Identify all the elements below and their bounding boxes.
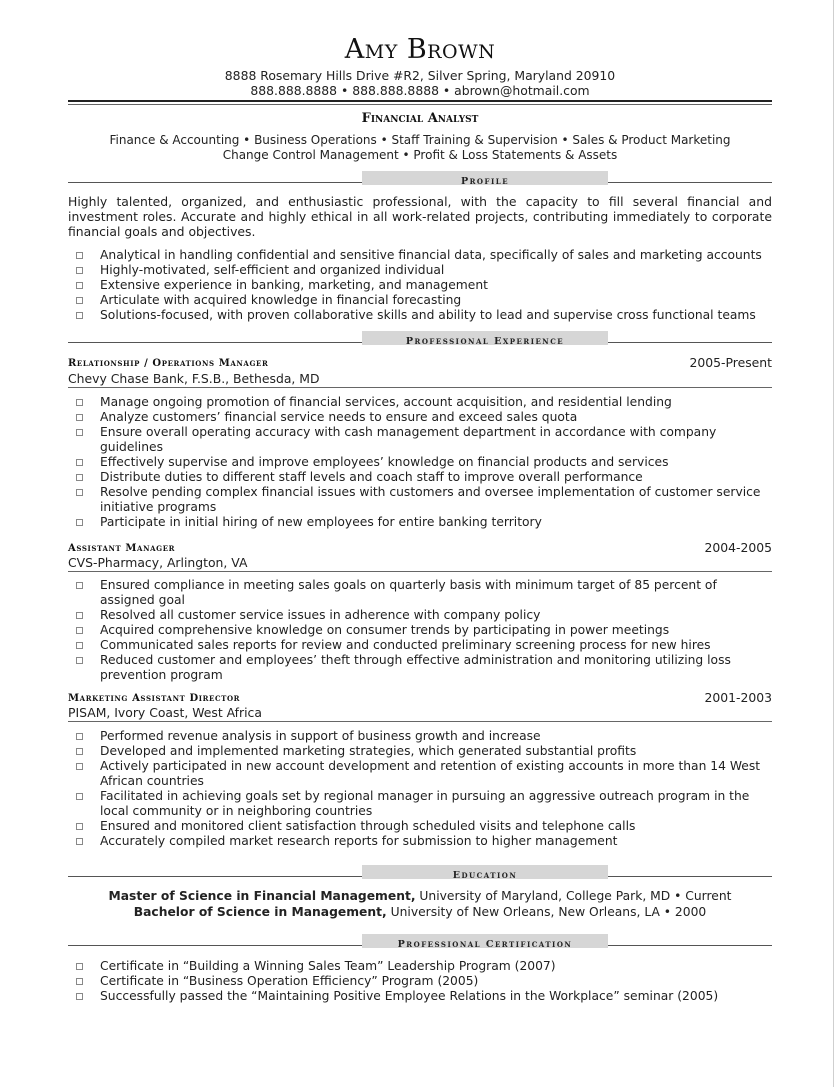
list-item-text: Ensured and monitored client satisfaction through scheduled visits and telephone calls bbox=[100, 819, 636, 833]
page-edge bbox=[833, 0, 834, 1087]
list-item-text: Manage ongoing promotion of financial services, account acquisition, and residential lending bbox=[100, 395, 672, 409]
skills-line: Finance & Accounting • Business Operations • Staff Training & Supervision • Sales & Product Marketing bbox=[109, 133, 731, 147]
certification-bullet-list bbox=[68, 959, 772, 1004]
bullet-icon bbox=[76, 823, 83, 830]
job-title: Relationship / Operations Manager bbox=[68, 358, 269, 369]
list-item bbox=[68, 744, 772, 759]
job-bullet-list bbox=[68, 395, 772, 530]
bullet-icon bbox=[76, 642, 83, 649]
list-item bbox=[68, 638, 772, 653]
section-header-certification bbox=[68, 933, 772, 949]
list-item-text: Reduced customer and employees’ theft through effective administration and monitoring utilizing loss prevention program bbox=[100, 653, 731, 682]
section-label-box bbox=[362, 171, 608, 185]
degree-detail: University of New Orleans, New Orleans, LA • 2000 bbox=[386, 905, 707, 919]
bullet-icon bbox=[76, 459, 83, 466]
education-entry bbox=[0, 905, 840, 919]
list-item bbox=[68, 789, 772, 819]
bullet-icon bbox=[76, 297, 83, 304]
list-item bbox=[68, 485, 772, 515]
bullet-icon bbox=[76, 582, 83, 589]
bullet-icon bbox=[76, 978, 83, 985]
bullet-icon bbox=[76, 489, 83, 496]
list-item-text: Resolved all customer service issues in adherence with company policy bbox=[100, 608, 541, 622]
list-item bbox=[68, 623, 772, 638]
list-item bbox=[68, 759, 772, 789]
list-item bbox=[68, 470, 772, 485]
bullet-icon bbox=[76, 282, 83, 289]
bullet-icon bbox=[76, 267, 83, 274]
profile-bullet-list bbox=[68, 248, 772, 323]
bullet-icon bbox=[76, 793, 83, 800]
bullet-icon bbox=[76, 733, 83, 740]
section-title: Professional Certification bbox=[397, 939, 573, 950]
degree-name: Master of Science in Financial Management, bbox=[108, 889, 416, 903]
section-label-box bbox=[362, 934, 608, 948]
bullet-icon bbox=[76, 429, 83, 436]
list-item bbox=[68, 515, 772, 530]
skills-line: Change Control Management • Profit & Loss Statements & Assets bbox=[222, 148, 618, 162]
bullet-icon bbox=[76, 414, 83, 421]
bullet-icon bbox=[76, 399, 83, 406]
job-organization: PISAM, Ivory Coast, West Africa bbox=[68, 705, 772, 722]
bullet-icon bbox=[76, 763, 83, 770]
list-item-text: Developed and implemented marketing strategies, which generated substantial profits bbox=[100, 744, 637, 758]
bullet-icon bbox=[76, 993, 83, 1000]
section-header-profile bbox=[68, 170, 772, 186]
list-item-text: Acquired comprehensive knowledge on consumer trends by participating in power meetings bbox=[100, 623, 670, 637]
bullet-icon bbox=[76, 963, 83, 970]
contact-line: 888.888.8888 • 888.888.8888 • abrown@hotmail.com bbox=[250, 83, 590, 98]
list-item-text: Resolve pending complex financial issues with customers and oversee implementation of customer service initiative programs bbox=[100, 485, 761, 514]
list-item bbox=[68, 248, 772, 263]
list-item-text: Communicated sales reports for review and conducted preliminary screening process for new hires bbox=[100, 638, 711, 652]
list-item bbox=[68, 410, 772, 425]
list-item-text: Analytical in handling confidential and sensitive financial data, specifically of sales and marketing accounts bbox=[100, 248, 762, 262]
list-item-text: Participate in initial hiring of new employees for entire banking territory bbox=[100, 515, 542, 529]
bullet-icon bbox=[76, 748, 83, 755]
list-item-text: Solutions-focused, with proven collaborative skills and ability to lead and supervise cross functional teams bbox=[100, 308, 756, 322]
list-item-text: Ensure overall operating accuracy with cash management department in accordance with company guidelines bbox=[100, 425, 717, 454]
profile-summary: Highly talented, organized, and enthusiastic professional, with the capacity to fill several financial and investment roles. Accurate and highly ethical in all work-related projects, contributing immediately to corporate financial goals and objectives. bbox=[68, 194, 772, 239]
education-entry bbox=[0, 889, 840, 903]
section-header-education bbox=[68, 864, 772, 880]
list-item-text: Highly-motivated, self-efficient and organized individual bbox=[100, 263, 445, 277]
bullet-icon bbox=[76, 612, 83, 619]
job-organization: CVS-Pharmacy, Arlington, VA bbox=[68, 555, 772, 572]
list-item-text: Successfully passed the “Maintaining Positive Employee Relations in the Workplace” seminar (2005) bbox=[100, 989, 719, 1003]
list-item bbox=[68, 308, 772, 323]
bullet-icon bbox=[76, 312, 83, 319]
list-item bbox=[68, 653, 772, 683]
header-divider-thin bbox=[68, 104, 772, 105]
job-dates: 2005-Present bbox=[689, 355, 772, 370]
list-item bbox=[68, 293, 772, 308]
list-item-text: Articulate with acquired knowledge in financial forecasting bbox=[100, 293, 462, 307]
job-bullet-list bbox=[68, 578, 772, 683]
list-item-text: Facilitated in achieving goals set by regional manager in pursuing an aggressive outreach program in the local community or in neighboring countries bbox=[100, 789, 750, 818]
list-item bbox=[68, 819, 772, 834]
list-item bbox=[68, 278, 772, 293]
list-item-text: Distribute duties to different staff levels and coach staff to improve overall performance bbox=[100, 470, 643, 484]
bullet-icon bbox=[76, 838, 83, 845]
job-target-title: Financial Analyst bbox=[361, 111, 479, 126]
job-dates: 2001-2003 bbox=[704, 690, 772, 705]
job-bullet-list bbox=[68, 729, 772, 849]
list-item-text: Analyze customers’ financial service needs to ensure and exceed sales quota bbox=[100, 410, 578, 424]
list-item-text: Certificate in “Building a Winning Sales Team” Leadership Program (2007) bbox=[100, 959, 556, 973]
section-title: Professional Experience bbox=[405, 336, 565, 347]
list-item bbox=[68, 608, 772, 623]
list-item bbox=[68, 263, 772, 278]
header-divider bbox=[68, 100, 772, 102]
list-item bbox=[68, 729, 772, 744]
list-item-text: Extensive experience in banking, marketing, and management bbox=[100, 278, 488, 292]
section-title: Profile bbox=[460, 176, 510, 187]
bullet-icon bbox=[76, 519, 83, 526]
section-label-box bbox=[362, 331, 608, 345]
section-title: Education bbox=[452, 870, 518, 881]
candidate-name: Amy Brown bbox=[344, 34, 496, 65]
list-item bbox=[68, 834, 772, 849]
bullet-icon bbox=[76, 474, 83, 481]
job-title: Assistant Manager bbox=[68, 543, 176, 554]
list-item-text: Effectively supervise and improve employees’ knowledge on financial products and services bbox=[100, 455, 669, 469]
list-item-text: Accurately compiled market research reports for submission to higher management bbox=[100, 834, 618, 848]
list-item-text: Certificate in “Business Operation Efficiency” Program (2005) bbox=[100, 974, 479, 988]
list-item bbox=[68, 959, 772, 974]
address-line: 8888 Rosemary Hills Drive #R2, Silver Spring, Maryland 20910 bbox=[224, 68, 616, 83]
list-item bbox=[68, 989, 772, 1004]
bullet-icon bbox=[76, 657, 83, 664]
degree-name: Bachelor of Science in Management, bbox=[133, 905, 387, 919]
list-item-text: Ensured compliance in meeting sales goals on quarterly basis with minimum target of 85 percent of assigned goal bbox=[100, 578, 717, 607]
job-organization: Chevy Chase Bank, F.S.B., Bethesda, MD bbox=[68, 371, 772, 388]
list-item bbox=[68, 974, 772, 989]
bullet-icon bbox=[76, 252, 83, 259]
degree-detail: University of Maryland, College Park, MD • Current bbox=[415, 889, 732, 903]
section-header-experience bbox=[68, 330, 772, 346]
job-title: Marketing Assistant Director bbox=[68, 693, 241, 704]
list-item bbox=[68, 455, 772, 470]
bullet-icon bbox=[76, 627, 83, 634]
list-item bbox=[68, 425, 772, 455]
job-dates: 2004-2005 bbox=[704, 540, 772, 555]
list-item-text: Performed revenue analysis in support of business growth and increase bbox=[100, 729, 541, 743]
list-item-text: Actively participated in new account development and retention of existing accounts in more than 14 West African countries bbox=[100, 759, 761, 788]
list-item bbox=[68, 578, 772, 608]
section-label-box bbox=[362, 865, 608, 879]
list-item bbox=[68, 395, 772, 410]
